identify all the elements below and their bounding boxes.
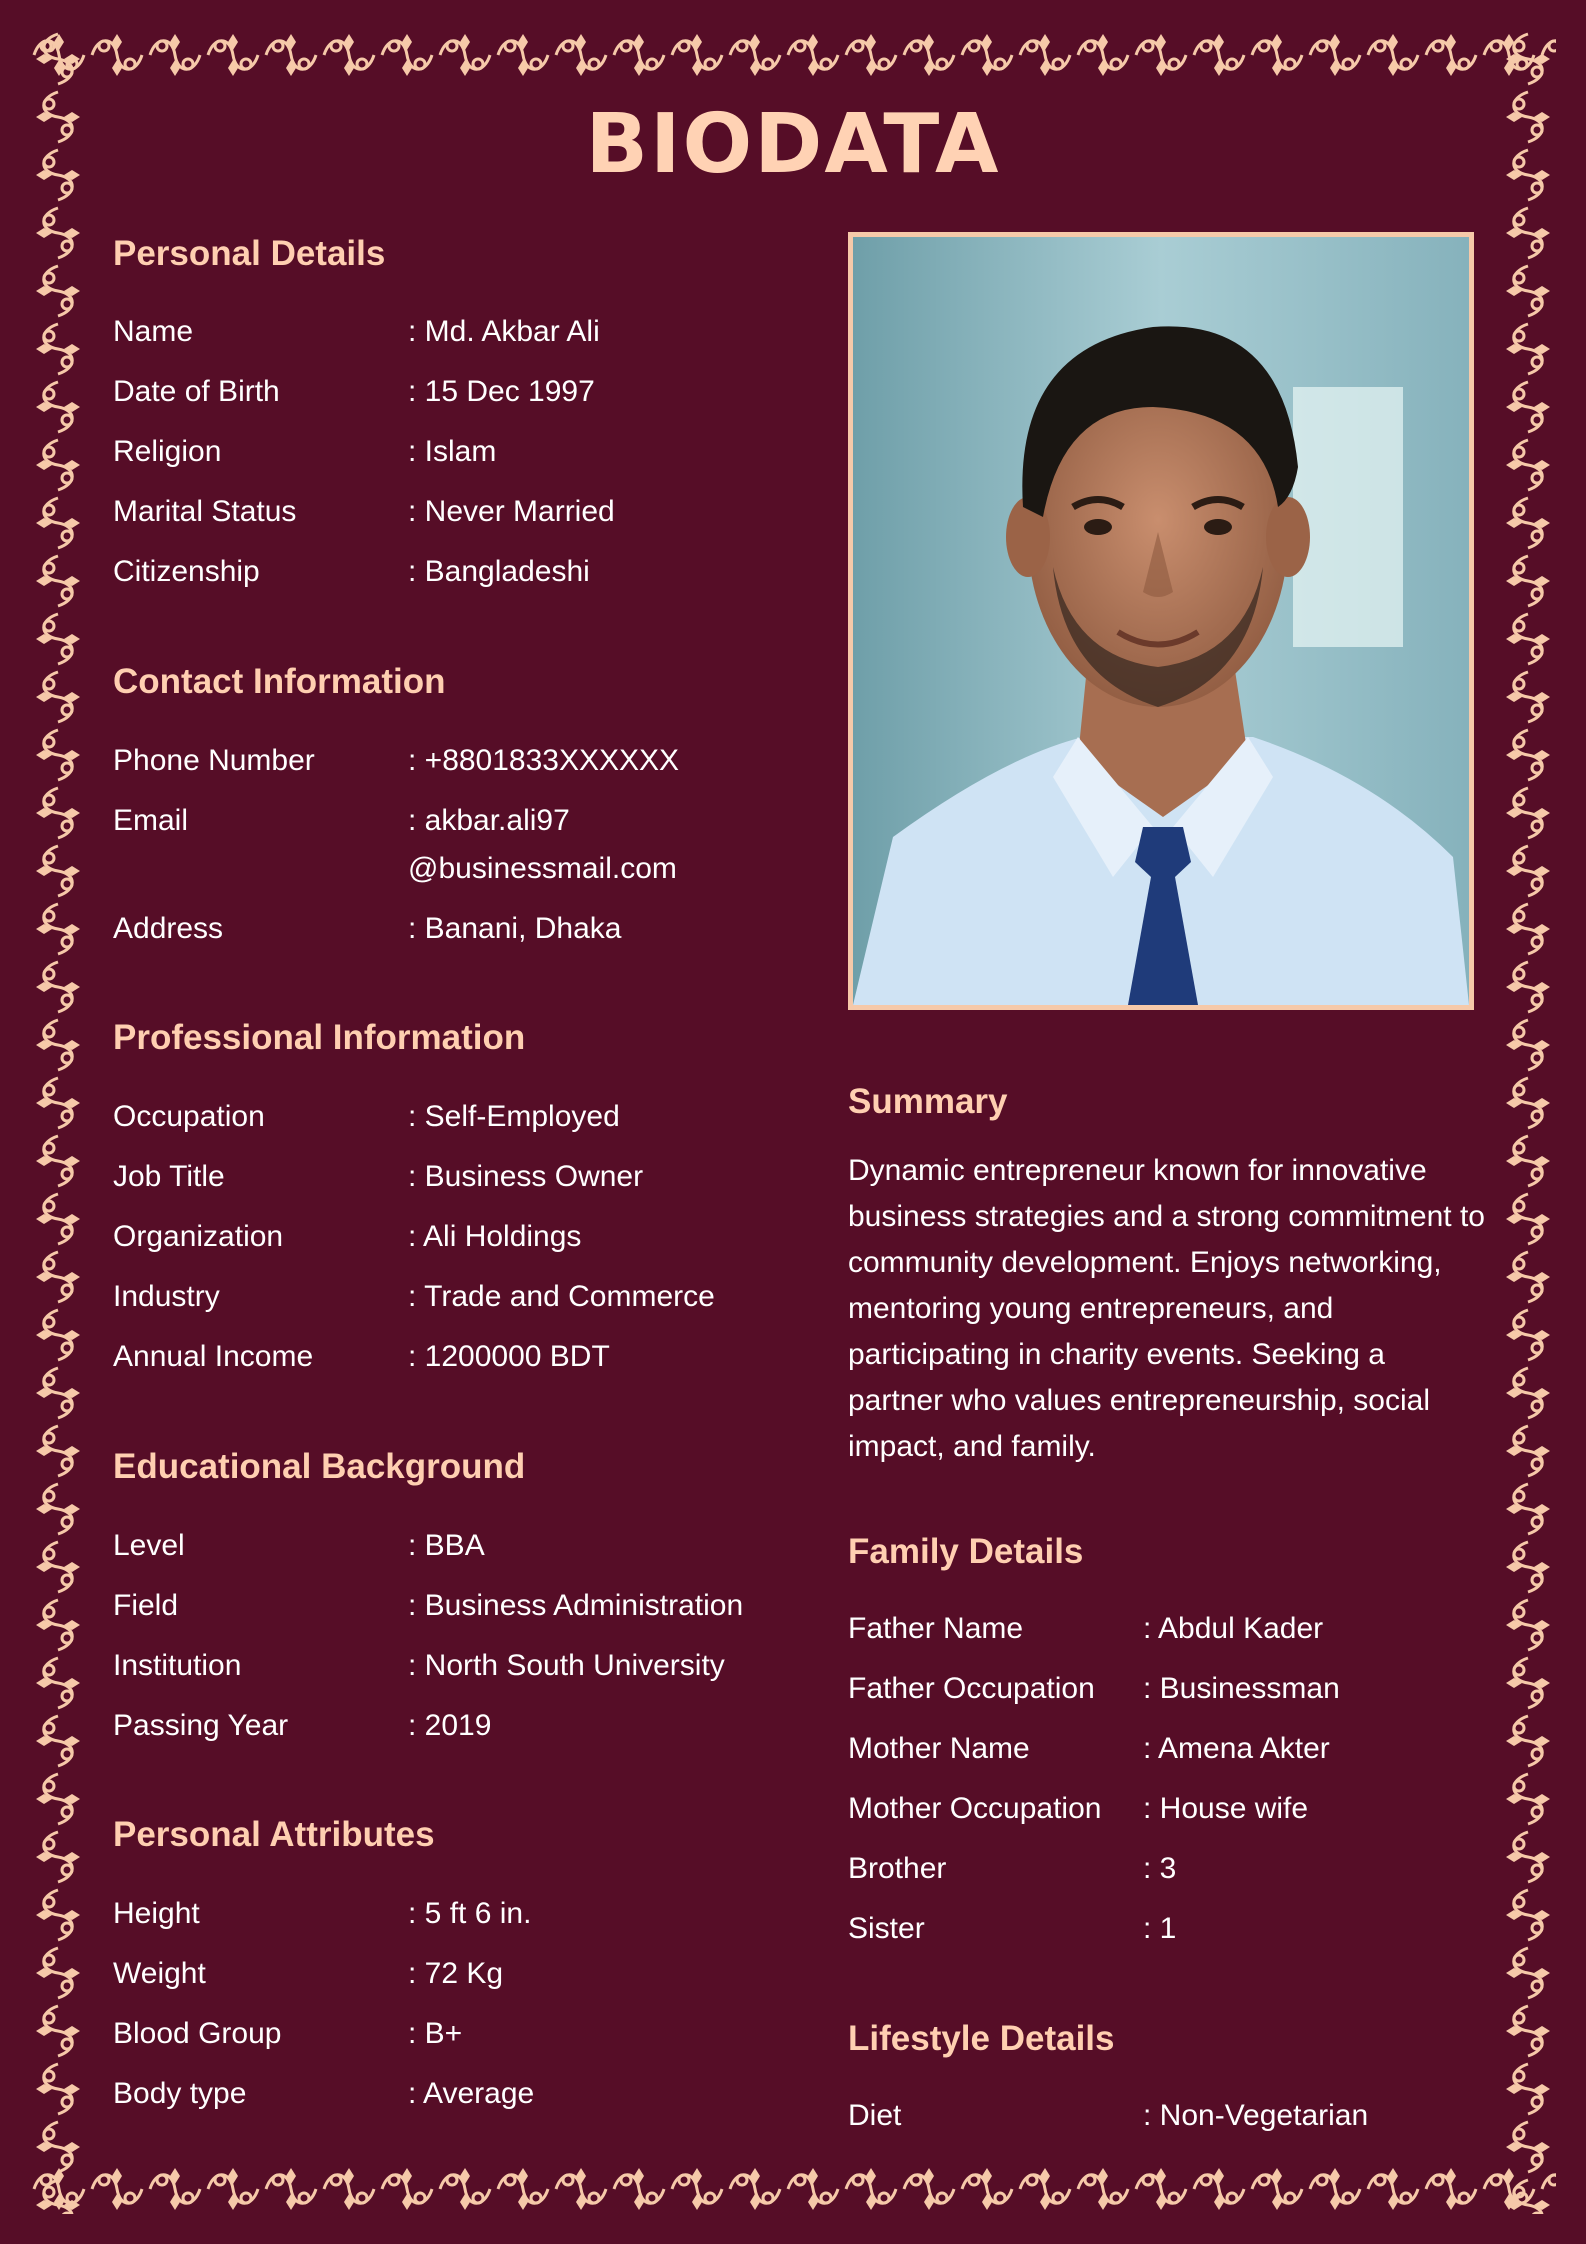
detail-label: Job Title: [113, 1160, 225, 1193]
detail-value: : Bangladeshi: [408, 555, 590, 588]
summary-text: Dynamic entrepreneur known for innovative business strategies and a strong commitment to community development. Enjoys networking, mentoring young entrepreneurs, and participating in charity events. Seeking a partner who values entrepreneurship, social impact, and family.: [848, 1154, 1485, 1463]
detail-label: Phone Number: [113, 744, 315, 777]
professional-information-heading: Professional Information: [113, 1018, 526, 1057]
detail-label: Brother: [848, 1852, 947, 1885]
detail-value: : Abdul Kader: [1143, 1612, 1324, 1645]
personal-attributes-heading: Personal Attributes: [113, 1815, 435, 1854]
detail-value: : Businessman: [1143, 1672, 1340, 1705]
detail-value: : 1: [1143, 1912, 1177, 1945]
detail-label: Annual Income: [113, 1340, 314, 1373]
detail-label: Marital Status: [113, 495, 297, 528]
detail-value: : Ali Holdings: [408, 1220, 582, 1253]
detail-label: Weight: [113, 1957, 206, 1990]
summary-heading: Summary: [848, 1082, 1008, 1121]
detail-label: Institution: [113, 1649, 242, 1682]
detail-label: Industry: [113, 1280, 220, 1313]
detail-value: : Amena Akter: [1143, 1732, 1330, 1765]
detail-value-continued: @businessmail.com: [408, 852, 677, 885]
lifestyle-details-heading: Lifestyle Details: [848, 2019, 1115, 2058]
ornamental-border-right: [1496, 30, 1560, 2214]
detail-value: : 1200000 BDT: [408, 1340, 610, 1373]
educational-background-heading: Educational Background: [113, 1447, 526, 1486]
detail-value: : Never Married: [408, 495, 615, 528]
detail-label: Diet: [848, 2099, 902, 2132]
detail-value: : BBA: [408, 1529, 485, 1562]
detail-value: : 2019: [408, 1709, 492, 1742]
detail-value: : Trade and Commerce: [408, 1280, 715, 1313]
detail-value: : Business Administration: [408, 1589, 744, 1622]
detail-value: : Md. Akbar Ali: [408, 315, 600, 348]
detail-value: : 72 Kg: [408, 1957, 504, 1990]
detail-value: : 15 Dec 1997: [408, 375, 595, 408]
detail-label: Father Occupation: [848, 1672, 1095, 1705]
detail-value: : 3: [1143, 1852, 1177, 1885]
detail-label: Mother Occupation: [848, 1792, 1102, 1825]
detail-label: Mother Name: [848, 1732, 1030, 1765]
detail-value: : Non-Vegetarian: [1143, 2099, 1369, 2132]
detail-label: Occupation: [113, 1100, 265, 1133]
contact-information-heading: Contact Information: [113, 662, 446, 701]
detail-value: : North South University: [408, 1649, 725, 1682]
detail-label: Height: [113, 1897, 200, 1930]
detail-label: Name: [113, 315, 194, 348]
detail-label: Citizenship: [113, 555, 260, 588]
detail-label: Blood Group: [113, 2017, 282, 2050]
detail-value: : Average: [408, 2077, 535, 2110]
detail-value: : Banani, Dhaka: [408, 912, 622, 945]
detail-value: : Business Owner: [408, 1160, 644, 1193]
detail-label: Organization: [113, 1220, 284, 1253]
detail-value: : akbar.ali97: [408, 804, 570, 837]
detail-label: Sister: [848, 1912, 925, 1945]
portrait-illustration: [853, 237, 1469, 1005]
detail-value: : 5 ft 6 in.: [408, 1897, 532, 1930]
detail-label: Father Name: [848, 1612, 1024, 1645]
detail-label: Body type: [113, 2077, 247, 2110]
detail-value: : +8801833XXXXXX: [408, 744, 680, 777]
detail-value: : B+: [408, 2017, 463, 2050]
family-details-heading: Family Details: [848, 1532, 1084, 1571]
detail-label: Address: [113, 912, 224, 945]
detail-label: Passing Year: [113, 1709, 289, 1742]
profile-photo: [848, 232, 1474, 1010]
ornamental-border-left: [26, 30, 90, 2214]
page-title: BIODATA: [585, 97, 1001, 192]
detail-value: : Islam: [408, 435, 497, 468]
detail-label: Field: [113, 1589, 179, 1622]
detail-label: Level: [113, 1529, 185, 1562]
detail-value: : Self-Employed: [408, 1100, 620, 1133]
detail-label: Religion: [113, 435, 222, 468]
detail-label: Email: [113, 804, 189, 837]
ornamental-border-bottom: [30, 2156, 1556, 2222]
ornamental-border-top: [30, 22, 1556, 88]
detail-label: Date of Birth: [113, 375, 280, 408]
detail-value: : House wife: [1143, 1792, 1309, 1825]
personal-details-heading: Personal Details: [113, 234, 386, 273]
